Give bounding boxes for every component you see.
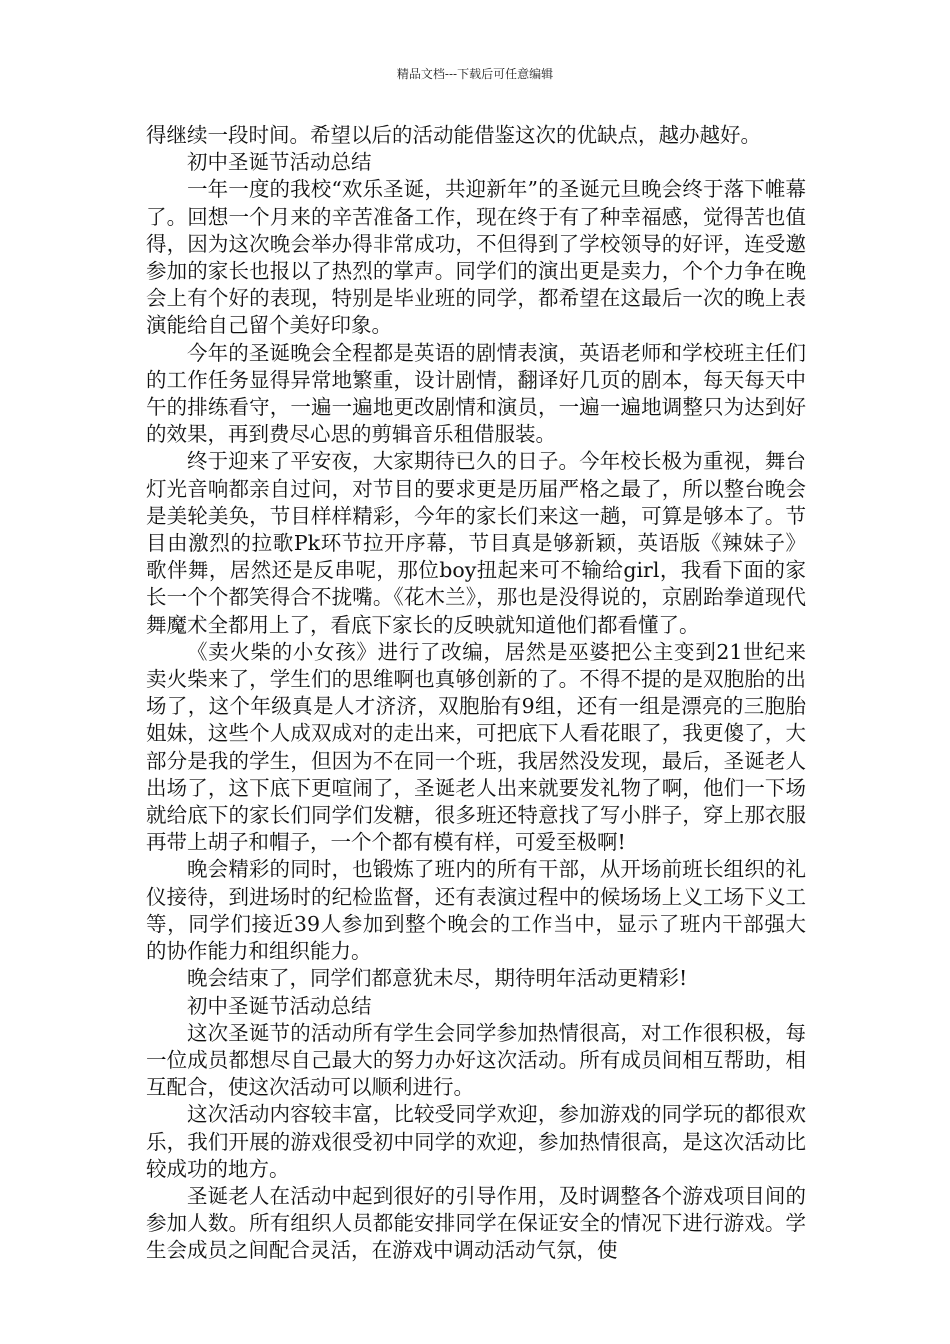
- document-body: [146, 122, 806, 1265]
- section-title: 初中圣诞节活动总结: [187, 993, 372, 1018]
- paragraph: 今年的圣诞晚会全程都是英语的剧情表演，英语老师和学校班主任们的工作任务显得异常地繁重，设计剧情，翻译好几页的剧本，每天每天中午的排练看守，一遍一遍地更改剧情和演员，一遍一遍地调整只为达到好的效果，再到费尽心思的剪辑音乐租借服装。: [146, 340, 806, 447]
- section-title: 初中圣诞节活动总结: [187, 150, 372, 175]
- paragraph: 一年一度的我校“欢乐圣诞，共迎新年”的圣诞元旦晚会终于落下帷幕了。回想一个月来的辛苦准备工作，现在终于有了种幸福感，觉得苦也值得，因为这次晚会举办得非常成功，不但得到了学校领导的好评，连受邀参加的家长也报以了热烈的掌声。同学们的演出更是卖力，个个力争在晚会上有个好的表现，特别是毕业班的同学，都希望在这最后一次的晚上表演能给自己留个美好印象。: [146, 177, 806, 338]
- paragraph: 圣诞老人在活动中起到很好的引导作用，及时调整各个游戏项目间的参加人数。所有组织人员都能安排同学在保证安全的情况下进行游戏。学生会成员之间配合灵活，在游戏中调动活动气氛，使: [146, 1183, 806, 1263]
- paragraph: 晚会结束了，同学们都意犹未尽，期待明年活动更精彩!: [187, 966, 688, 991]
- paragraph: 《卖火柴的小女孩》进行了改编，居然是巫婆把公主变到21世纪来卖火柴来了，学生们的思维啊也真够创新的了。不得不提的是双胞胎的出场了，这个年级真是人才济济，双胞胎有9组，还有一组是漂亮的三胞胎姐妹，这些个人成双成对的走出来，可把底下人看花眼了，我更傻了，大部分是我的学生，但因为不在同一个班，我居然没发现，最后，圣诞老人出场了，这下底下更喧闹了，圣诞老人出来就要发礼物了啊，他们一下场就给底下的家长们同学们发糖，很多班还特意找了写小胖子，穿上那衣服再带上胡子和帽子，一个个都有模有样，可爱至极啊!: [146, 639, 806, 855]
- paragraph: 晚会精彩的同时，也锻炼了班内的所有干部，从开场前班长组织的礼仪接待，到进场时的纪检监督，还有表演过程中的候场场上义工场下义工等，同学们接近39人参加到整个晚会的工作当中，显示了班内干部强大的协作能力和组织能力。: [146, 857, 806, 964]
- paragraph: 得继续一段时间。希望以后的活动能借鉴这次的优缺点，越办越好。: [146, 123, 761, 147]
- paragraph: 这次圣诞节的活动所有学生会同学参加热情很高，对工作很积极，每一位成员都想尽自己最大的努力办好这次活动。所有成员间相互帮助，相互配合，使这次活动可以顺利进行。: [146, 1020, 806, 1100]
- paragraph: 这次活动内容较丰富，比较受同学欢迎，参加游戏的同学玩的都很欢乐，我们开展的游戏很受初中同学的欢迎，参加热情很高，是这次活动比较成功的地方。: [146, 1102, 806, 1181]
- paragraph: 终于迎来了平安夜，大家期待已久的日子。今年校长极为重视，舞台灯光音响都亲自过问，对节目的要求更是历届严格之最了，所以整台晚会是美轮美奂，节目样样精彩，今年的家长们来这一趟，可算是够本了。节目由激烈的拉歌Pk环节拉开序幕，节目真是够新颖，英语版《辣妹子》歌伴舞，居然还是反串呢，那位boy扭起来可不输给girl，我看下面的家长一个个都笑得合不拢嘴。《花木兰》，那也是没得说的，京剧跆拳道现代舞魔术全都用上了，看底下家长的反映就知道他们都看懂了。: [146, 449, 806, 637]
- page-header: 精品文档---下载后可任意编辑: [396, 67, 554, 81]
